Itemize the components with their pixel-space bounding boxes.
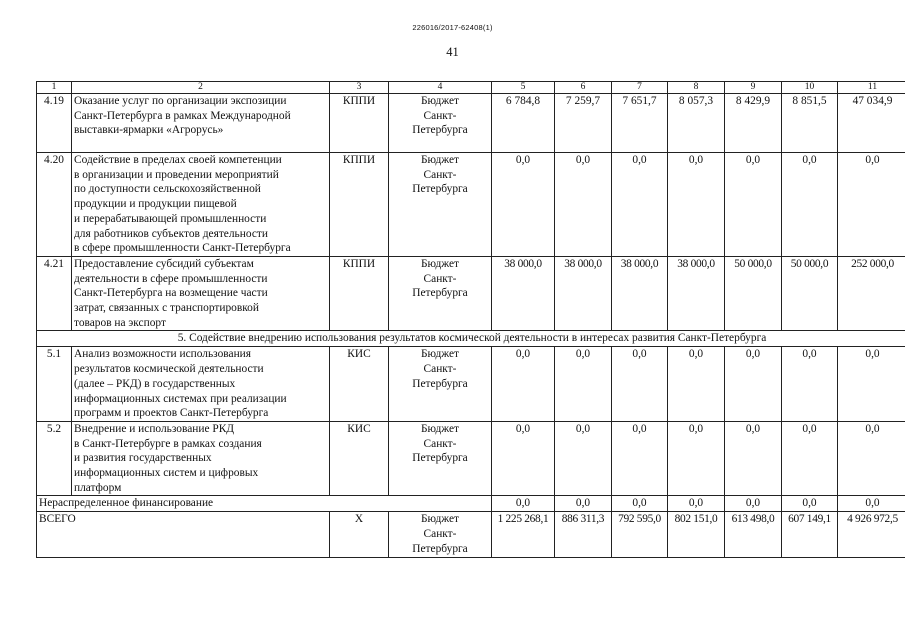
- column-number: 6: [555, 82, 612, 94]
- row-number: 4.19: [37, 94, 72, 153]
- column-number: 2: [72, 82, 330, 94]
- table-row: [37, 153, 905, 257]
- row-value: 802 151,0: [668, 512, 725, 557]
- row-total-value: 0,0: [838, 496, 905, 512]
- row-value: 0,0: [555, 347, 612, 422]
- row-description: Предоставление субсидий субъектам деятельности в сфере промышленности Санкт-Петербурга на возмещение части затрат, связанных с транспортировкой товаров на экспорт: [72, 256, 330, 331]
- total-label: ВСЕГО: [37, 512, 330, 557]
- row-value: 0,0: [725, 347, 782, 422]
- row-value: 0,0: [668, 496, 725, 512]
- column-number: 3: [330, 82, 389, 94]
- row-funding-source: Бюджет Санкт- Петербурга: [389, 512, 492, 557]
- column-number: 1: [37, 82, 72, 94]
- row-description: Внедрение и использование РКД в Санкт-Петербурге в рамках создания и развития государственных информационных систем и цифровых платформ: [72, 421, 330, 496]
- row-executor: КИС: [330, 421, 389, 496]
- row-value: 0,0: [725, 421, 782, 496]
- column-number: 8: [668, 82, 725, 94]
- row-value: 0,0: [612, 347, 668, 422]
- row-value: 0,0: [668, 421, 725, 496]
- row-number: 4.21: [37, 256, 72, 331]
- row-funding-source: Бюджет Санкт- Петербурга: [389, 256, 492, 331]
- row-value: 0,0: [555, 496, 612, 512]
- row-value: 8 429,9: [725, 94, 782, 153]
- row-value: 0,0: [612, 496, 668, 512]
- row-total-value: 4 926 972,5: [838, 512, 905, 557]
- row-funding-source: Бюджет Санкт- Петербурга: [389, 153, 492, 257]
- row-value: 0,0: [668, 347, 725, 422]
- row-value: 607 149,1: [782, 512, 838, 557]
- section-header-row: [37, 331, 905, 347]
- table-row: [37, 256, 905, 331]
- row-value: 50 000,0: [725, 256, 782, 331]
- row-description: Анализ возможности использования результатов космической деятельности (далее – РКД) в государственных информационных системах при реализации программ и проектов Санкт-Петербурга: [72, 347, 330, 422]
- row-total-value: 0,0: [838, 421, 905, 496]
- row-value: 0,0: [492, 496, 555, 512]
- row-value: 38 000,0: [612, 256, 668, 331]
- column-number: 7: [612, 82, 668, 94]
- row-number: 5.1: [37, 347, 72, 422]
- row-description: Содействие в пределах своей компетенции в организации и проведении мероприятий по доступности сельскохозяйственной продукции и продукции пищевой и перерабатывающей промышленности для работников субъектов деятельности в сфере промышленности Санкт-Петербурга: [72, 153, 330, 257]
- row-value: 38 000,0: [492, 256, 555, 331]
- row-funding-source: Бюджет Санкт- Петербурга: [389, 347, 492, 422]
- column-number: 5: [492, 82, 555, 94]
- row-value: 6 784,8: [492, 94, 555, 153]
- row-value: 886 311,3: [555, 512, 612, 557]
- row-value: 0,0: [725, 153, 782, 257]
- row-value: 0,0: [782, 153, 838, 257]
- row-value: 0,0: [725, 496, 782, 512]
- column-number-row: [37, 82, 905, 94]
- row-value: 8 851,5: [782, 94, 838, 153]
- row-value: 0,0: [668, 153, 725, 257]
- row-value: 7 651,7: [612, 94, 668, 153]
- row-value: 50 000,0: [782, 256, 838, 331]
- table-row: [37, 94, 905, 153]
- row-value: 0,0: [555, 153, 612, 257]
- table-row: [37, 421, 905, 496]
- row-value: 1 225 268,1: [492, 512, 555, 557]
- column-number: 9: [725, 82, 782, 94]
- row-funding-source: Бюджет Санкт- Петербурга: [389, 421, 492, 496]
- budget-table: [36, 81, 905, 558]
- row-value: 792 595,0: [612, 512, 668, 557]
- total-row: [37, 512, 905, 557]
- row-number: 4.20: [37, 153, 72, 257]
- row-value: 0,0: [612, 153, 668, 257]
- row-total-value: 0,0: [838, 347, 905, 422]
- page-number: 41: [446, 45, 459, 59]
- row-value: 0,0: [782, 496, 838, 512]
- row-value: 38 000,0: [668, 256, 725, 331]
- column-number: 4: [389, 82, 492, 94]
- row-value: 7 259,7: [555, 94, 612, 153]
- document-registration-number: 226016/2017-62408(1): [412, 23, 493, 32]
- row-value: 38 000,0: [555, 256, 612, 331]
- row-executor: КППИ: [330, 256, 389, 331]
- row-total-value: 252 000,0: [838, 256, 905, 331]
- row-executor: КППИ: [330, 94, 389, 153]
- row-value: 0,0: [555, 421, 612, 496]
- row-value: 0,0: [492, 153, 555, 257]
- row-executor: Х: [330, 512, 389, 557]
- row-description: Оказание услуг по организации экспозиции Санкт-Петербурга в рамках Международной выставки-ярмарки «Агрорусь»: [72, 94, 330, 153]
- row-value: 0,0: [492, 421, 555, 496]
- row-value: 0,0: [612, 421, 668, 496]
- unallocated-row: [37, 496, 905, 512]
- row-executor: КППИ: [330, 153, 389, 257]
- row-number: 5.2: [37, 421, 72, 496]
- row-funding-source: Бюджет Санкт- Петербурга: [389, 94, 492, 153]
- table-row: [37, 347, 905, 422]
- column-number: 10: [782, 82, 838, 94]
- unallocated-label: Нераспределенное финансирование: [37, 496, 492, 512]
- column-number: 11: [838, 82, 905, 94]
- section-title: 5. Содействие внедрению использования результатов космической деятельности в интересах развития Санкт-Петербурга: [37, 331, 905, 347]
- row-total-value: 0,0: [838, 153, 905, 257]
- row-executor: КИС: [330, 347, 389, 422]
- row-value: 613 498,0: [725, 512, 782, 557]
- row-total-value: 47 034,9: [838, 94, 905, 153]
- row-value: 0,0: [492, 347, 555, 422]
- row-value: 8 057,3: [668, 94, 725, 153]
- row-value: 0,0: [782, 347, 838, 422]
- row-value: 0,0: [782, 421, 838, 496]
